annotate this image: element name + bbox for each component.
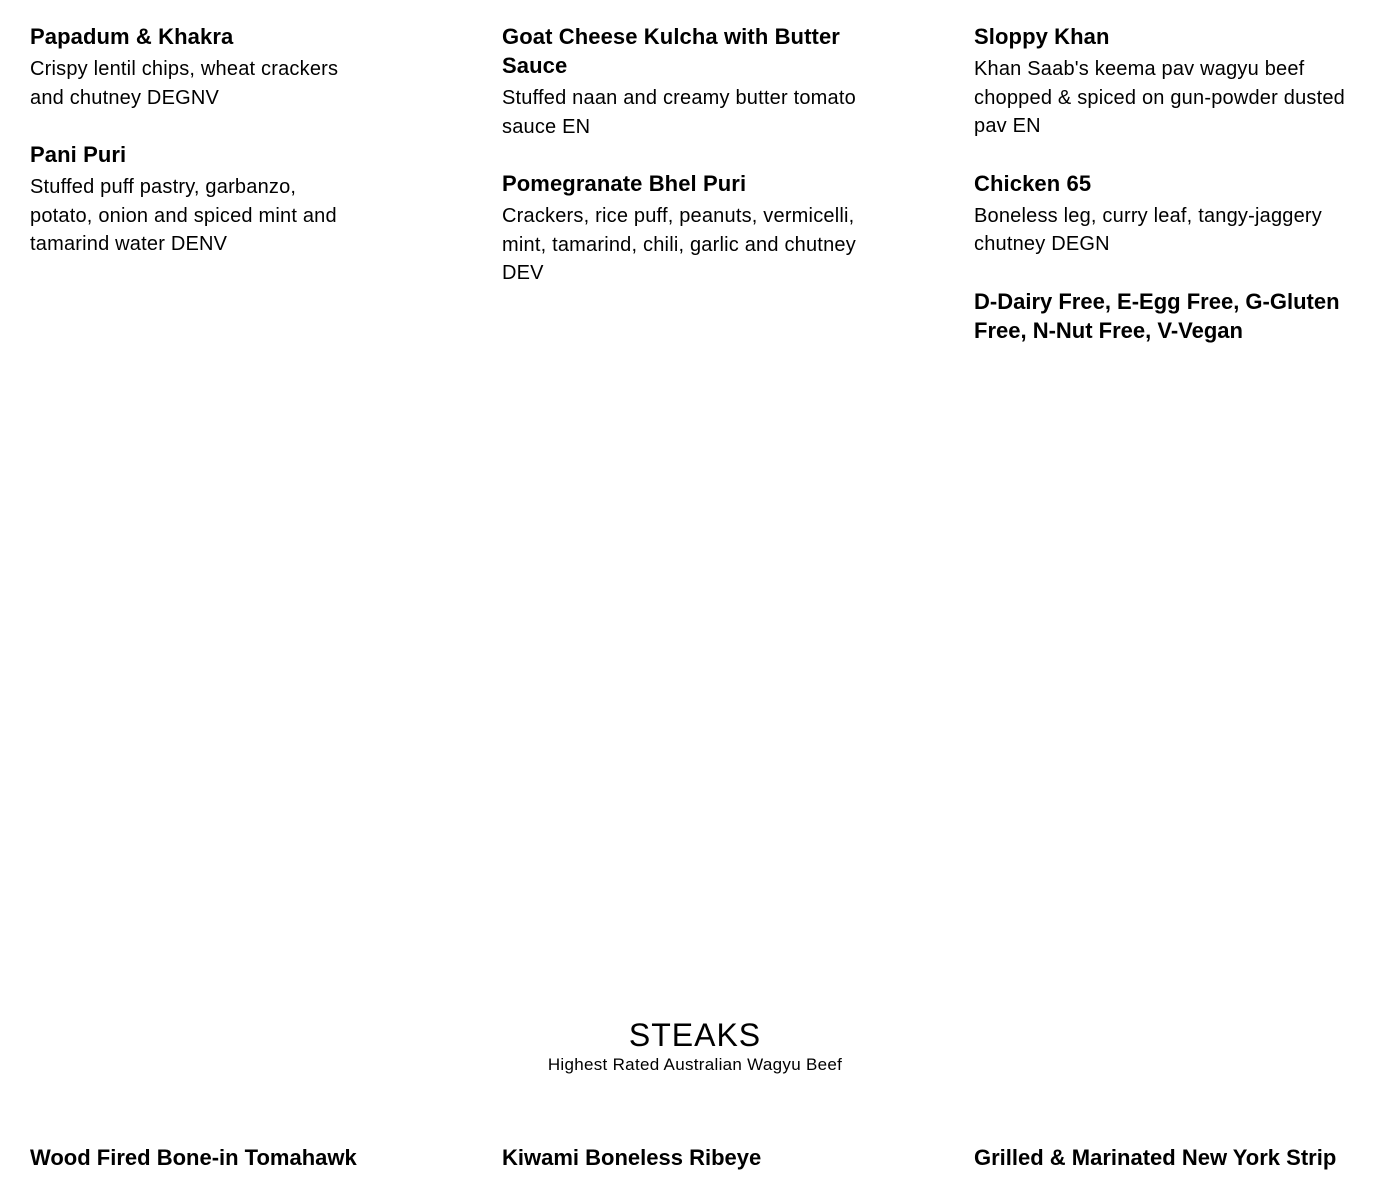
section-title: STEAKS [628,1017,762,1053]
menu-item-description: Crackers, rice puff, peanuts, vermicelli, mint, tamarind, chili, garlic and chutney DEV [502,205,856,284]
menu-item [502,169,872,288]
menu-item-name: Pomegranate Bhel Puri [502,171,747,196]
menu-item-description: Khan Saab's keema pav wagyu beef chopped & spiced on gun-powder dusted pav EN [974,58,1345,137]
steak-item-name: Wood Fired Bone-in Tomahawk [30,1145,357,1170]
steak-item-name: Kiwami Boneless Ribeye [502,1145,762,1170]
menu-item [502,22,872,141]
menu-item-description: Crispy lentil chips, wheat crackers and chutney DEGNV [30,58,339,109]
menu-column-3 [974,22,1374,345]
menu-column-2 [502,22,872,316]
menu-item-name: Chicken 65 [974,170,1092,196]
menu-item-name: Goat Cheese Kulcha with Butter Sauce [502,24,840,78]
menu-item-description: Stuffed puff pastry, garbanzo, potato, onion and spiced mint and tamarind water DENV [30,176,337,255]
steak-item-name: Grilled & Marinated New York Strip [974,1145,1337,1170]
menu-item-description: Boneless leg, curry leaf, tangy-jaggery chutney DEGN [974,204,1322,255]
menu-item [30,22,360,112]
menu-item-name: Pani Puri [30,142,127,167]
section-subtitle: Highest Rated Australian Wagyu Beef [547,1055,843,1074]
menu-item-name: Sloppy Khan [974,24,1110,49]
menu-column-1 [30,22,360,287]
menu-item [30,140,360,259]
menu-item [974,169,1374,259]
menu-item [974,22,1374,141]
menu-item-description: Stuffed naan and creamy butter tomato sauce EN [502,87,856,138]
dietary-legend: D-Dairy Free, E-Egg Free, G-Gluten Free, N-Nut Free, V-Vegan [974,288,1340,343]
menu-item-name: Papadum & Khakra [30,24,234,49]
steaks-section-header [0,1016,1390,1076]
